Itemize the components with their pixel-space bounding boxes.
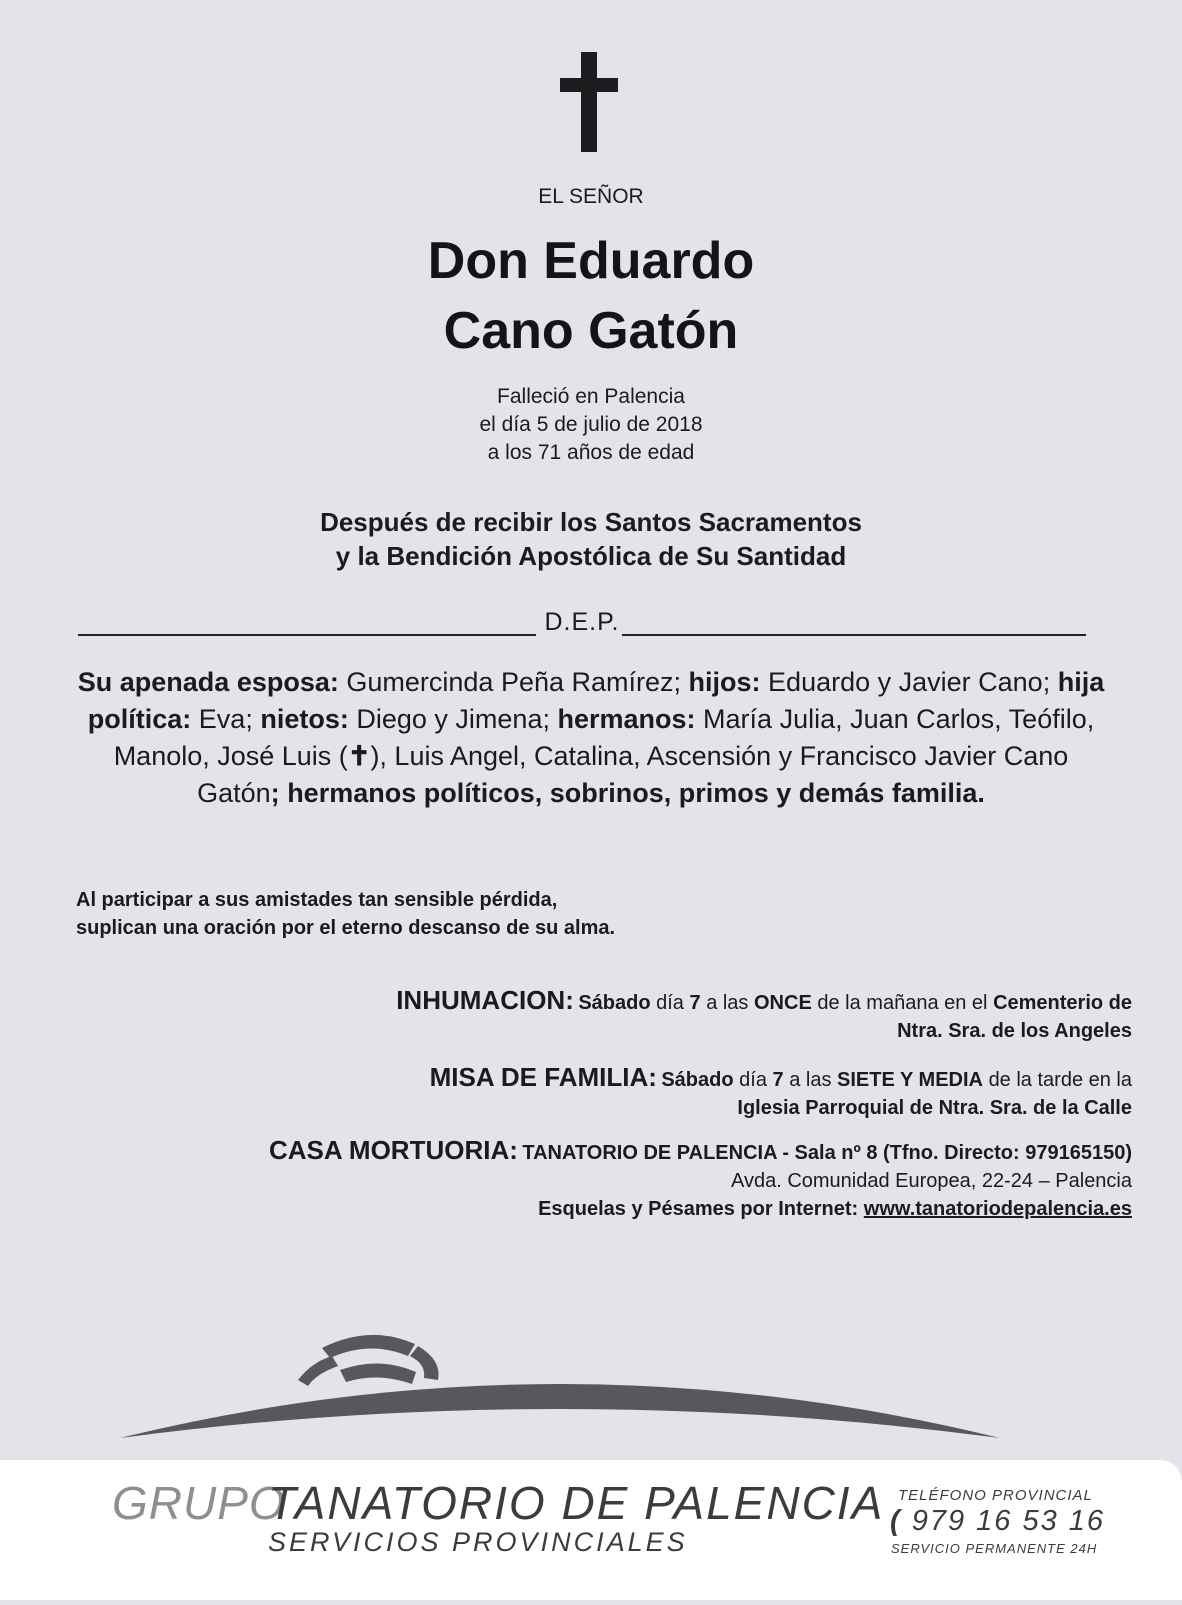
misa-dia-word: día xyxy=(739,1069,767,1091)
inhumacion-place-b: Ntra. Sra. de los Angeles xyxy=(897,1020,1132,1042)
grandchildren-label: nietos: xyxy=(260,704,349,734)
inhumacion-block xyxy=(60,985,1132,1045)
gratitude-line2: suplican una oración por el eterno descanso de su alma. xyxy=(76,917,616,939)
phone-icon: ( xyxy=(890,1505,902,1537)
phone-digits: 979 16 53 16 xyxy=(911,1505,1106,1537)
casa-title: CASA MORTUORIA: xyxy=(268,1135,518,1165)
death-place: Falleció en Palencia xyxy=(497,385,685,408)
deceased-name-line2: Cano Gatón xyxy=(443,302,739,360)
daughter-in-law-name: Eva; xyxy=(198,704,253,734)
siblings-names-b: ), Luis Angel, Catalina, Ascensión y Francisco Javier Cano Gatón xyxy=(197,741,1069,808)
grandchildren-names: Diego y Jimena; xyxy=(356,704,550,734)
misa-day-num: 7 xyxy=(772,1069,784,1091)
inhumacion-dia-word: día xyxy=(656,992,684,1014)
misa-a-las: a las xyxy=(789,1069,832,1091)
siblings-semicolon: ; xyxy=(270,778,280,808)
misa-place: Iglesia Parroquial de Ntra. Sra. de la Calle xyxy=(737,1097,1132,1119)
misa-part: de la tarde en la xyxy=(988,1069,1132,1091)
sacraments-line1: Después de recibir los Santos Sacramentos xyxy=(320,507,862,537)
wife-name: Gumercinda Peña Ramírez; xyxy=(346,667,682,697)
website-link[interactable]: www.tanatoriodepalencia.es xyxy=(863,1198,1132,1220)
misa-title: MISA DE FAMILIA: xyxy=(429,1062,657,1092)
children-names: Eduardo y Javier Cano; xyxy=(768,667,1051,697)
phone-label: TELÉFONO PROVINCIAL xyxy=(898,1487,1093,1504)
dep-label: D.E.P. xyxy=(544,608,620,636)
inhumacion-part: de la mañana en el xyxy=(817,992,988,1014)
inhumacion-place-a: Cementerio de xyxy=(993,992,1132,1014)
other-family: hermanos políticos, sobrinos, primos y demás familia. xyxy=(287,778,985,808)
death-date: el día 5 de julio de 2018 xyxy=(479,413,703,436)
family-paragraph xyxy=(76,664,1106,812)
small-cross-icon: ✝ xyxy=(347,741,371,771)
inhumacion-a-las: a las xyxy=(706,992,749,1014)
siblings-label: hermanos: xyxy=(557,704,696,734)
footer-subtitle: SERVICIOS PROVINCIALES xyxy=(268,1527,688,1557)
title-prefix: EL SEÑOR xyxy=(538,185,644,208)
misa-day: Sábado xyxy=(661,1069,734,1091)
sacraments-line2: y la Bendición Apostólica de Su Santidad xyxy=(335,541,847,571)
dep-line-right xyxy=(622,634,1086,636)
casa-text: TANATORIO DE PALENCIA - Sala nº 8 (Tfno. Directo: 979165150) xyxy=(522,1142,1132,1164)
siblings-names-a: María Julia, Juan Carlos, Teófilo, Manolo, José Luis ( xyxy=(113,704,1095,771)
wife-label: Su apenada esposa: xyxy=(77,667,339,697)
daughter-in-law-label: hija política: xyxy=(87,667,1105,734)
deceased-name-line1: Don Eduardo xyxy=(427,232,755,290)
cross-icon xyxy=(560,52,618,152)
service-24h: SERVICIO PERMANENTE 24H xyxy=(891,1541,1098,1556)
inhumacion-day-num: 7 xyxy=(689,992,701,1014)
misa-time: SIETE Y MEDIA xyxy=(837,1069,983,1091)
footer-grupo: GRUPO xyxy=(112,1477,286,1529)
footer-company: TANATORIO DE PALENCIA xyxy=(268,1477,885,1529)
internet-label: Esquelas y Pésames por Internet: xyxy=(538,1198,859,1220)
casa-block xyxy=(60,1135,1132,1223)
death-age: a los 71 años de edad xyxy=(487,441,695,464)
inhumacion-day: Sábado xyxy=(578,992,651,1014)
gratitude-line1: Al participar a sus amistades tan sensible pérdida, xyxy=(76,889,558,911)
gratitude-text xyxy=(76,886,615,942)
casa-address: Avda. Comunidad Europea, 22-24 – Palencia xyxy=(730,1170,1132,1192)
phone-number xyxy=(890,1505,1105,1538)
misa-block xyxy=(60,1062,1132,1122)
inhumacion-time: ONCE xyxy=(754,992,812,1014)
dep-divider xyxy=(78,606,1086,640)
children-label: hijos: xyxy=(688,667,761,697)
inhumacion-title: INHUMACION: xyxy=(396,985,574,1015)
